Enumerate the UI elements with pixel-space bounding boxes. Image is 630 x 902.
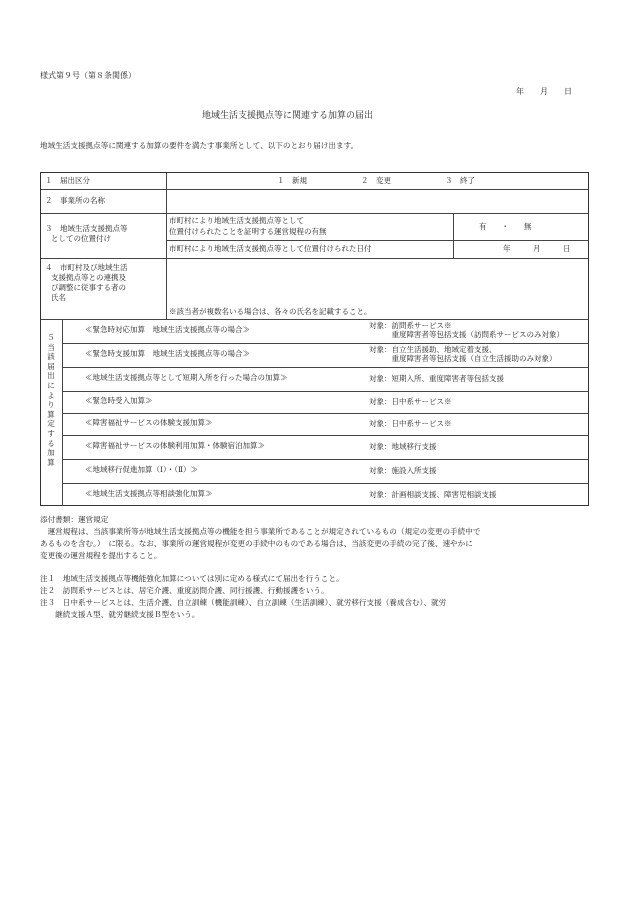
addition-item-target: 対象：訪問系サービス※	[369, 321, 452, 330]
row4-note: ※該当者が複数名いる場合は、各々の氏名を記載すること。	[169, 307, 372, 316]
addition-item-target: 対象：地域移行支援	[369, 442, 437, 451]
row3-label-line2: としての位置付け	[51, 234, 111, 243]
addition-item-name[interactable]: ≪緊急時受入加算≫	[85, 396, 153, 405]
note-3-cont: 継続支援Ａ型、就労継続支援Ｂ型をいう。	[40, 610, 200, 619]
form-number: 様式第９号（第８条関係）	[40, 71, 136, 80]
note-3: 注３ 日中系サービスとは、生活介護、自立訓練（機能訓練）、自立訓練（生活訓練）、就労移行支援（養成含む）、就労	[40, 598, 447, 607]
option-end[interactable]: ３ 終了	[445, 176, 475, 185]
addition-item-target: 対象：施設入所支援	[369, 466, 437, 475]
option-change[interactable]: ２ 変更	[361, 176, 391, 185]
rules-presence-choice[interactable]: 有 ・ 無	[479, 222, 532, 231]
addition-item-name[interactable]: ≪緊急時対応加算 地域生活支援拠点等の場合≫	[85, 325, 250, 334]
row4-label-line2: 支援拠点等との連携及	[51, 273, 126, 282]
addition-item-name[interactable]: ≪障害福祉サービスの体験利用加算・体験宿泊加算≫	[85, 441, 265, 450]
row4-label-line3: び調整に従事する者の	[51, 283, 126, 292]
row3-sub1-line2: 位置付けられたことを証明する運営規程の有無	[169, 227, 327, 236]
intro-text: 地域生活支援拠点等に関連する加算の要件を満たす事業所として、以下のとおり届け出ます。	[40, 141, 359, 150]
note-2: 注２ 訪問系サービスとは、居宅介護、重度訪問介護、同行援護、行動援護をいう。	[40, 586, 329, 595]
form-table	[40, 172, 589, 506]
row3-sub2: 市町村により地域生活支援拠点等として位置付けられた日付	[169, 244, 372, 253]
attachment-line: 変更後の運営規程を提出すること。	[40, 551, 162, 560]
addition-item-name[interactable]: ≪地域生活支援拠点等相談強化加算≫	[85, 489, 213, 498]
addition-item-name[interactable]: ≪緊急時支援加算 地域生活支援拠点等の場合≫	[85, 349, 250, 358]
addition-item-target: 対象：日中系サービス※	[369, 397, 452, 406]
row3-sub1-line1: 市町村により地域生活支援拠点等として	[169, 216, 304, 225]
facility-name-field[interactable]	[171, 191, 581, 211]
row1-label: １ 届出区分	[45, 176, 90, 185]
page-title: 地域生活支援拠点等に関連する加算の届出	[202, 111, 374, 121]
addition-item-target: 対象：自立生活援助、地域定着支援、	[369, 345, 497, 354]
coordinator-name-field[interactable]	[171, 261, 581, 305]
addition-item-target: 対象：計画相談支援、障害児相談支援	[369, 490, 497, 499]
attachment-line: あるものを含む。） に限る。なお、事業所の運営規程が変更の手続中のものである場合は、当該変更の手続の完了後、速やかに	[40, 539, 473, 548]
row5-side-label: ５当該届出により算定する加算	[47, 333, 55, 467]
row4-label-line1: ４ 市町村及び地域生活	[45, 263, 128, 272]
row2-label: ２ 事業所の名称	[45, 196, 105, 205]
attachment-heading: 添付書類：運営規定	[40, 515, 109, 524]
addition-item-name[interactable]: ≪障害福祉サービスの体験支援加算≫	[85, 418, 213, 427]
addition-item-name[interactable]: ≪地域移行促進加算（Ⅰ）・（Ⅱ）≫	[85, 465, 199, 474]
row4-label-line4: 氏名	[51, 293, 66, 302]
note-1: 注１ 地域生活支援拠点等機能強化加算については別に定める様式にて届出を行うこと。	[40, 574, 344, 583]
row3-label-line1: ３ 地域生活支援拠点等	[45, 224, 128, 233]
addition-item-target: 重度障害者等包括支援（訪問系サービスのみ対象）	[369, 330, 564, 339]
addition-item-name[interactable]: ≪地域生活支援拠点等として短期入所を行った場合の加算≫	[85, 373, 288, 382]
option-new[interactable]: １ 新規	[277, 176, 307, 185]
attachment-line: 運営規程は、当該事業所等が地域生活支援拠点等の機能を担う事業所であることが規定されているもの（規定の変更の手続中で	[40, 527, 481, 536]
addition-item-target: 対象：短期入所、重度障害者等包括支援	[369, 374, 504, 383]
submission-date: 年 月 日	[516, 87, 572, 96]
designation-date-field[interactable]: 年 月 日	[503, 244, 571, 253]
addition-item-target: 重度障害者等包括支援（自立生活援助のみ対象）	[369, 354, 557, 363]
addition-item-target: 対象：日中系サービス※	[369, 419, 452, 428]
